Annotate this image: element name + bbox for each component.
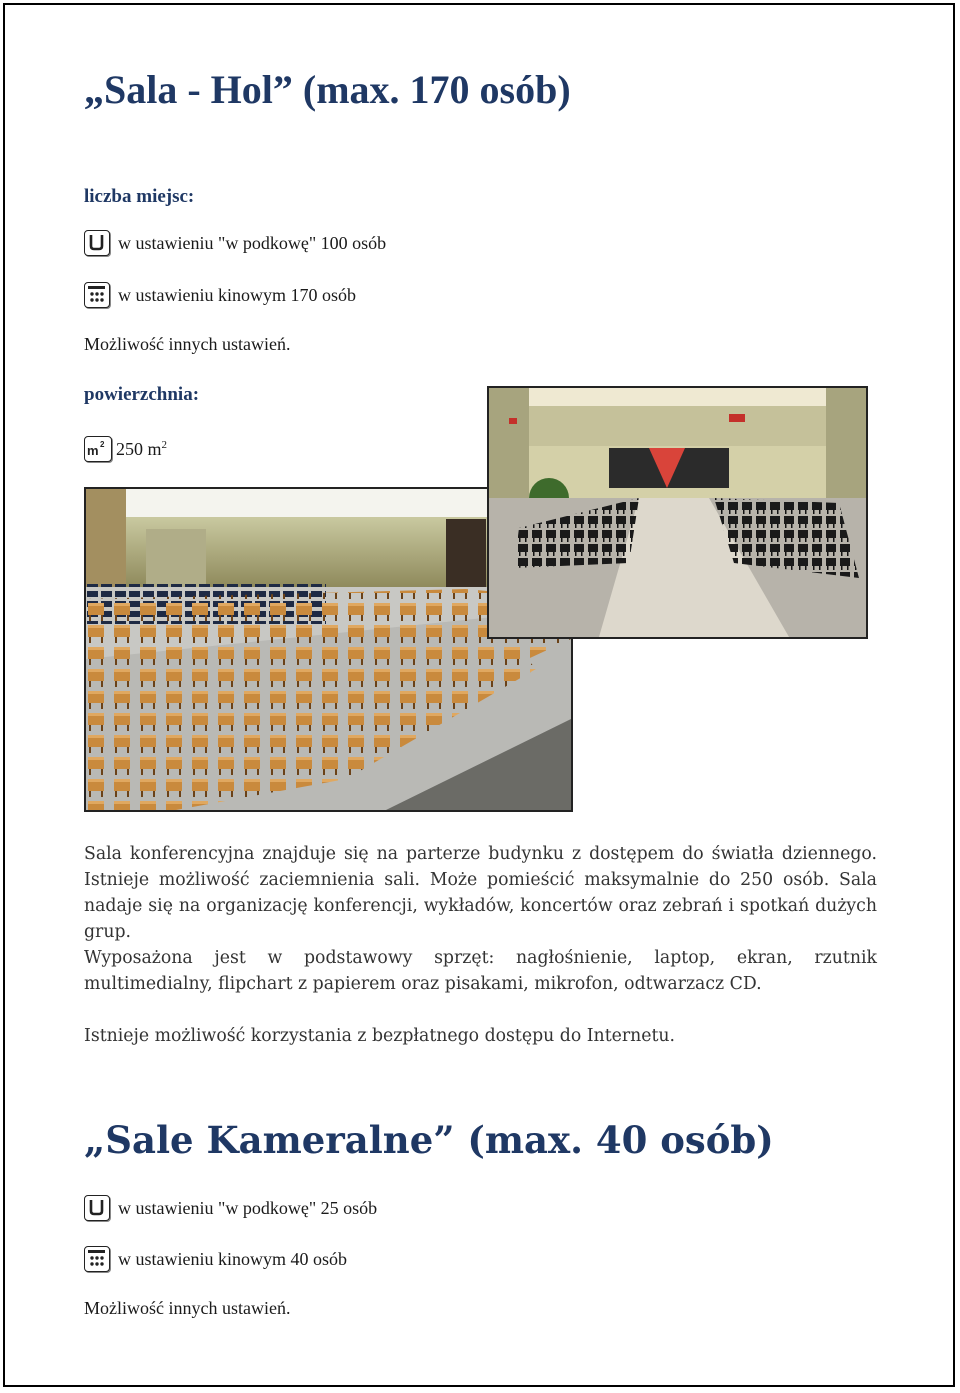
internet-paragraph: Istnieje możliwość korzystania z bezpłatnego dostępu do Internetu. [84, 1026, 676, 1046]
section-title-sale-kameralne: „Sale Kameralne” (max. 40 osób) [84, 1118, 774, 1162]
area-unit-superscript: 2 [161, 438, 168, 451]
area-value [116, 439, 167, 460]
horseshoe-capacity-row [84, 230, 386, 256]
area-m2-icon [84, 436, 112, 462]
equipment-paragraph: Wyposażona jest w podstawowy sprzęt: nagłośnienie, laptop, ekran, rzutnik multimedialny, flipchart z papierem oraz pisakami, mikrofon, odtwarzacz CD. [84, 948, 877, 994]
horseshoe-layout-icon [84, 230, 110, 256]
kameralne-cinema-row [84, 1246, 347, 1272]
kameralne-other-layouts-text: Możliwość innych ustawień. [84, 1298, 291, 1318]
horseshoe-capacity-text: w ustawieniu "w podkowę" 100 osób [118, 232, 387, 253]
svg-text:m: m [87, 443, 99, 458]
area-number: 250 m [116, 438, 162, 459]
capacity-label: liczba miejsc: [84, 186, 195, 207]
other-layouts-text: Możliwość innych ustawień. [84, 334, 291, 354]
kameralne-cinema-text: w ustawieniu kinowym 40 osób [118, 1248, 347, 1269]
cinema-capacity-row [84, 282, 356, 308]
hall-photo-black-chairs [487, 386, 868, 639]
kameralne-horseshoe-text: w ustawieniu "w podkowę" 25 osób [118, 1197, 378, 1218]
horseshoe-layout-icon [84, 1195, 110, 1221]
cinema-capacity-text: w ustawieniu kinowym 170 osób [118, 284, 356, 305]
svg-text:2: 2 [100, 440, 105, 449]
cinema-layout-icon [84, 282, 110, 308]
area-row [84, 436, 167, 462]
area-label: powierzchnia: [84, 384, 200, 405]
kameralne-horseshoe-row [84, 1195, 377, 1221]
section-title-sala-hol: „Sala - Hol” (max. 170 osób) [84, 67, 571, 112]
description-paragraph-1: Sala konferencyjna znajduje się na parterze budynku z dostępem do światła dziennego. Istnieje możliwość zaciemnienia sali. Może pomieścić maksymalnie do 250 osób. Sala nadaje się na organizację konferencji, wykładów, koncertów oraz zebrań i spotkań dużych grup. [84, 844, 877, 942]
cinema-layout-icon [84, 1246, 110, 1272]
